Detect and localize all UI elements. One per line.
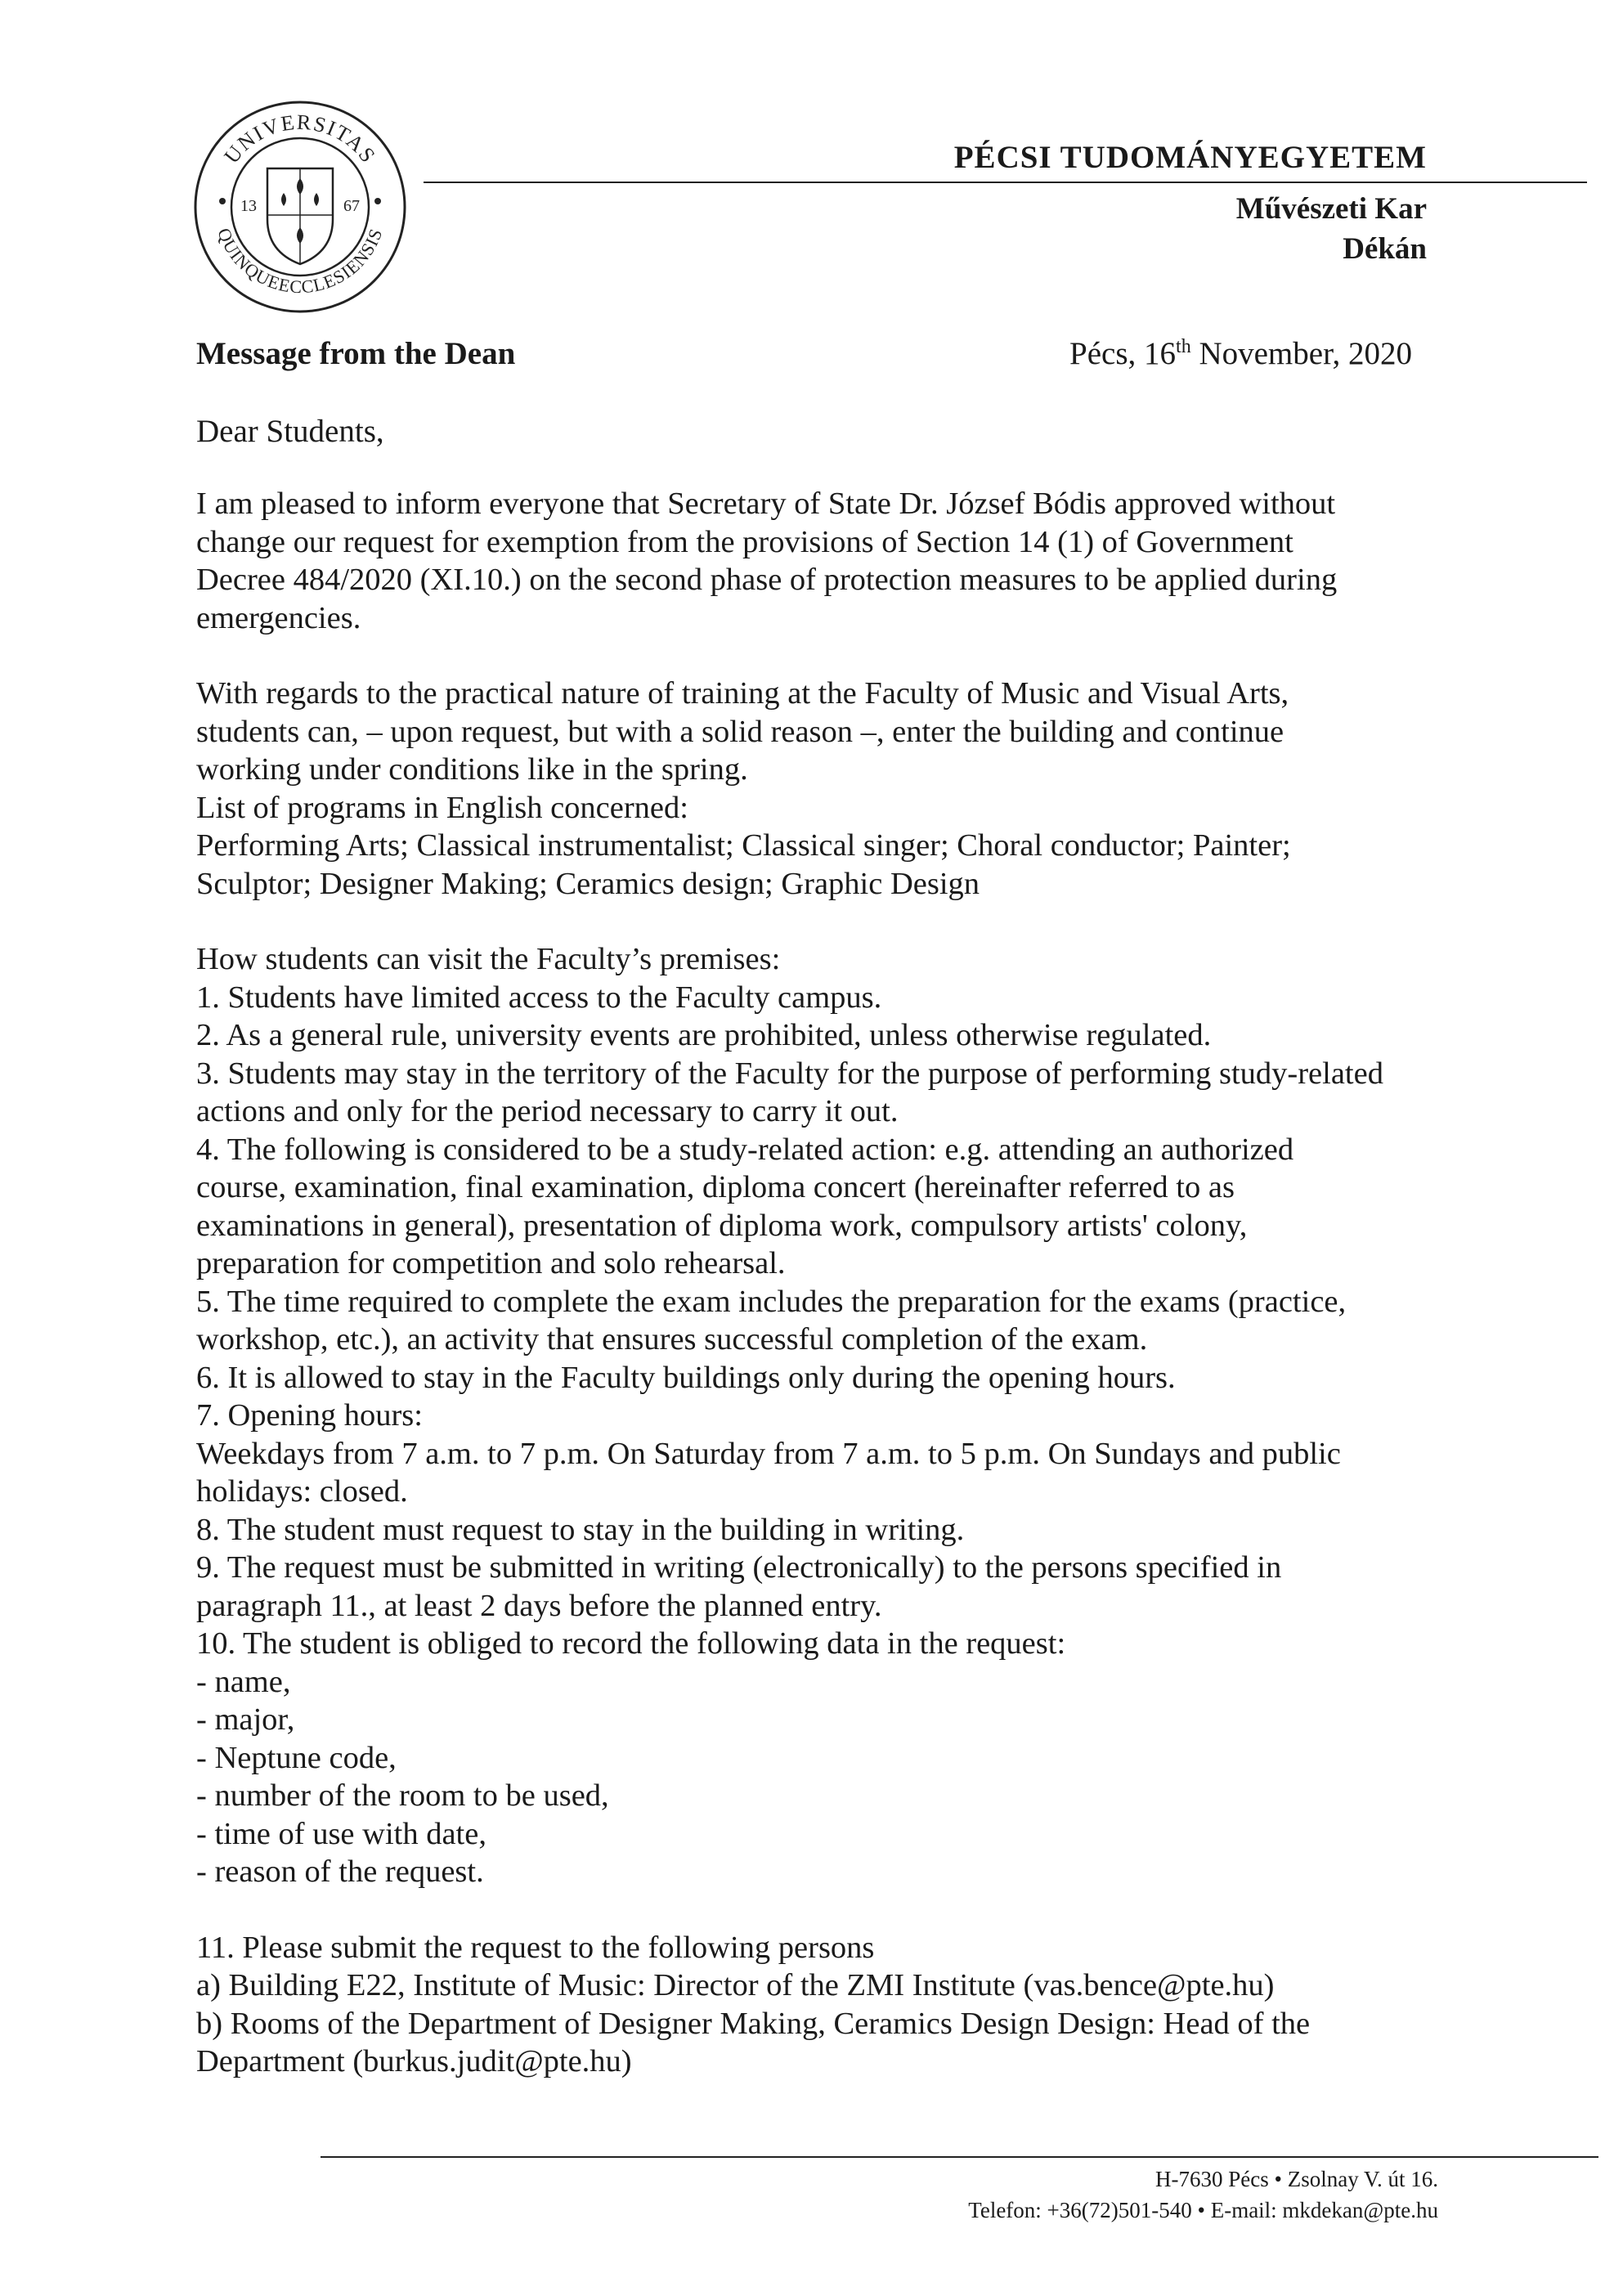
body-line: Department (burkus.judit@pte.hu) [196, 2044, 632, 2079]
body-line: examinations in general), presentation of diploma work, compulsory artists' colony, [196, 1208, 1248, 1243]
rule-item: 8. The student must request to stay in the building in writing. [196, 1512, 965, 1547]
data-field-item: - reason of the request. [196, 1854, 484, 1889]
footer-divider [321, 2156, 1598, 2158]
data-field-item: - major, [196, 1702, 295, 1737]
rule-item: 7. Opening hours: [196, 1398, 423, 1433]
body-line: preparation for competition and solo rehearsal. [196, 1246, 786, 1280]
seal-ring-top-text: UNIVERSITAS [219, 110, 381, 168]
date-prefix: Pécs, 16 [1069, 336, 1177, 371]
body-line: holidays: closed. [196, 1474, 408, 1509]
letter-body [196, 485, 1472, 2119]
data-field-item: - Neptune code, [196, 1740, 397, 1775]
rule-item: 10. The student is obliged to record the following data in the request: [196, 1626, 1066, 1661]
body-line: List of programs in English concerned: [196, 790, 688, 825]
data-field-item: - number of the room to be used, [196, 1778, 609, 1813]
rule-item: 1. Students have limited access to the Faculty campus. [196, 980, 882, 1015]
body-line: Performing Arts; Classical instrumentalist; Classical singer; Choral conductor; Painter; [196, 828, 1291, 863]
contact-item: b) Rooms of the Department of Designer Making, Ceramics Design Design: Head of the [196, 2006, 1311, 2041]
rule-item: 5. The time required to complete the exam includes the preparation for the exams (practice, [196, 1284, 1347, 1319]
date-ordinal: th [1176, 336, 1191, 357]
paragraph-contacts [196, 1929, 1472, 2081]
rule-item: 2. As a general rule, university events are prohibited, unless otherwise regulated. [196, 1018, 1212, 1052]
seal-ring-bottom-text: QUINQUEECCLESIENSIS [213, 225, 387, 298]
salutation: Dear Students, [196, 414, 384, 449]
body-line: paragraph 11., at least 2 days before the planned entry. [196, 1588, 882, 1623]
paragraph-rules [196, 940, 1472, 1891]
rule-item: 9. The request must be submitted in writing (electronically) to the persons specified in [196, 1550, 1282, 1585]
body-line: Weekdays from 7 a.m. to 7 p.m. On Saturday from 7 a.m. to 5 p.m. On Sundays and public [196, 1436, 1341, 1471]
faculty-name: Művészeti Kar [1235, 192, 1427, 226]
letter-subject: Message from the Dean [196, 336, 516, 371]
body-line: students can, – upon request, but with a solid reason –, enter the building and continue [196, 714, 1285, 749]
footer-address: H-7630 Pécs • Zsolnay V. út 16. [1155, 2167, 1438, 2191]
paragraph-exemption [196, 485, 1472, 637]
contact-item: a) Building E22, Institute of Music: Director of the ZMI Institute (vas.bence@pte.hu) [196, 1968, 1275, 2002]
university-seal [190, 96, 410, 317]
date-suffix: November, 2020 [1190, 336, 1412, 371]
footer-contact: Telefon: +36(72)501-540 • E-mail: mkdekan@pte.hu [968, 2198, 1438, 2222]
paragraph-programs [196, 675, 1472, 903]
body-line: actions and only for the period necessary to carry it out. [196, 1094, 899, 1128]
rule-item: 11. Please submit the request to the following persons [196, 1930, 875, 1965]
rule-item: 6. It is allowed to stay in the Faculty buildings only during the opening hours. [196, 1360, 1176, 1395]
body-line: change our request for exemption from the provisions of Section 14 (1) of Government [196, 524, 1293, 559]
rule-item: 4. The following is considered to be a study-related action: e.g. attending an authorized [196, 1132, 1294, 1167]
rule-item: 3. Students may stay in the territory of the Faculty for the purpose of performing study-related [196, 1056, 1383, 1091]
seal-year-right: 67 [343, 197, 360, 215]
header-divider [424, 182, 1587, 183]
body-line: Sculptor; Designer Making; Ceramics design; Graphic Design [196, 866, 980, 901]
body-line: With regards to the practical nature of training at the Faculty of Music and Visual Arts, [196, 676, 1289, 711]
office-name: Dékán [1343, 232, 1427, 266]
university-name: PÉCSI TUDOMÁNYEGYETEM [953, 140, 1427, 175]
body-line: emergencies. [196, 600, 361, 635]
letter-date [1069, 335, 1412, 372]
body-line: How students can visit the Faculty’s premises: [196, 942, 781, 976]
data-field-item: - time of use with date, [196, 1816, 486, 1851]
body-line: workshop, etc.), an activity that ensures successful completion of the exam. [196, 1322, 1148, 1357]
data-field-item: - name, [196, 1664, 291, 1699]
body-line: Decree 484/2020 (XI.10.) on the second phase of protection measures to be applied during [196, 563, 1338, 597]
body-line: course, examination, final examination, diploma concert (hereinafter referred to as [196, 1170, 1235, 1204]
body-line: working under conditions like in the spring. [196, 752, 748, 787]
body-line: I am pleased to inform everyone that Secretary of State Dr. József Bódis approved without [196, 487, 1336, 521]
seal-year-left: 13 [240, 197, 257, 215]
